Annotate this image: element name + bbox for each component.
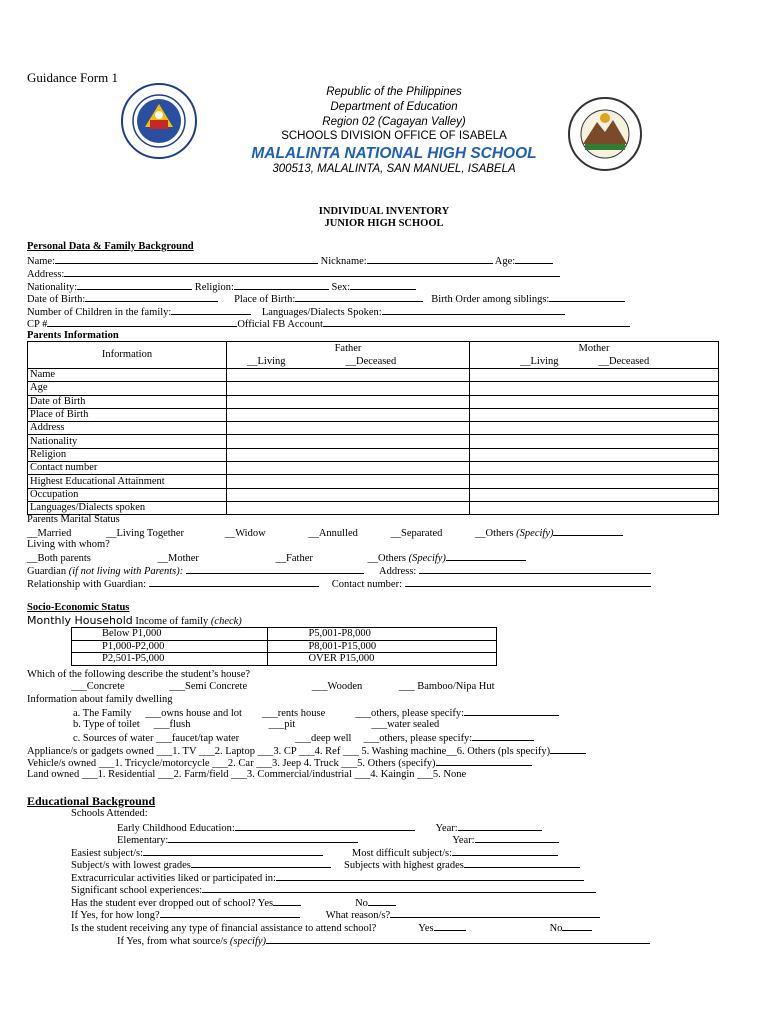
table-row: P1,000-P2,000 P8,001-P15,000 <box>72 640 497 653</box>
parents-table <box>27 341 719 515</box>
house-options[interactable]: ___Concrete ___Semi Concrete ___Wooden ___ Bamboo/Nipa Hut <box>71 681 495 692</box>
easiest-subject-field[interactable]: Easiest subject/s: Most difficult subject/s: <box>71 846 558 859</box>
appliances-field[interactable]: Appliance/s or gadgets owned ___1. TV ___2. Laptop ___3. CP ___4. Ref ___ 5. Washing machine__6. Others (pls specify) <box>27 744 586 757</box>
table-row: Nationality <box>28 435 719 448</box>
living-with-label: Living with whom? <box>27 539 110 550</box>
early-childhood-field[interactable]: Early Childhood Education: Year: <box>117 821 542 834</box>
father-deceased[interactable]: __Deceased <box>345 355 397 367</box>
table-row: Highest Educational Attainment <box>28 475 719 488</box>
table-row: Date of Birth <box>28 395 719 408</box>
how-long-field[interactable]: If Yes, for how long? What reason/s? <box>71 908 600 921</box>
income-table <box>71 627 497 666</box>
table-row: Place of Birth <box>28 408 719 421</box>
dwelling-b[interactable]: b. Type of toilet ___flush ___pit ___water sealed <box>73 719 440 730</box>
children-field[interactable]: Number of Children in the family: Languages/Dialects Spoken: <box>27 305 565 318</box>
header-region: Region 02 (Cagayan Valley) <box>322 116 466 128</box>
table-row: Below P1,000 P5,001-P8,000 <box>72 628 497 641</box>
significant-experiences-field[interactable]: Significant school experiences: <box>71 883 596 896</box>
marital-options[interactable]: __Married __Living Together __Widow __Annulled __Separated __Others (Specify) <box>27 526 623 539</box>
header-republic: Republic of the Philippines <box>326 86 462 98</box>
financial-assistance-field[interactable]: Is the student receiving any type of financial assistance to attend school? Yes No <box>71 921 592 934</box>
mother-deceased[interactable]: __Deceased <box>598 355 650 367</box>
cp-field[interactable]: CP # Official FB Account <box>27 317 630 330</box>
school-name: MALALINTA NATIONAL HIGH SCHOOL <box>251 145 537 162</box>
col-father: Father <box>227 342 470 356</box>
marital-heading: Parents Marital Status <box>27 514 120 525</box>
school-address: 300513, MALALINTA, SAN MANUEL, ISABELA <box>272 163 516 175</box>
land-field[interactable]: Land owned ___1. Residential ___2. Farm/field ___3. Commercial/industrial ___4. Kaingin ___5. None <box>27 769 467 780</box>
mother-living[interactable]: __Living <box>520 355 559 367</box>
father-living[interactable]: __Living <box>247 355 286 367</box>
living-with-options[interactable]: __Both parents __Mother __Father __Others (Specify) <box>27 551 526 564</box>
form-title: INDIVIDUAL INVENTORY <box>318 206 450 217</box>
dwelling-c[interactable]: c. Sources of water ___faucet/tap water ___deep well ___others, please specify: <box>73 731 534 744</box>
dob-field[interactable]: Date of Birth: Place of Birth: Birth Order among siblings: <box>27 292 625 305</box>
dwelling-label: Information about family dwelling <box>27 694 173 705</box>
name-field[interactable]: Name: Nickname: Age: <box>27 254 553 267</box>
parents-heading: Parents Information <box>27 330 119 341</box>
elementary-field[interactable]: Elementary: Year: <box>117 833 559 846</box>
extracurricular-field[interactable]: Extracurricular activities liked or participated in: <box>71 871 584 884</box>
table-row: Religion <box>28 448 719 461</box>
header-deped: Department of Education <box>330 101 458 113</box>
table-row: Occupation <box>28 488 719 501</box>
table-row: Age <box>28 382 719 395</box>
table-row: Address <box>28 422 719 435</box>
guardian-field[interactable]: Guardian (if not living with Parents): Address: <box>27 564 651 577</box>
nationality-field[interactable]: Nationality: Religion: Sex: <box>27 280 416 293</box>
form-subtitle: JUNIOR HIGH SCHOOL <box>324 218 444 229</box>
dwelling-a[interactable]: a. The Family ___owns house and lot ___rents house ___others, please specify: <box>73 706 559 719</box>
personal-heading: Personal Data & Family Background <box>27 241 194 252</box>
socio-heading: Socio-Economic Status <box>27 602 130 613</box>
table-row: Languages/Dialects spoken <box>28 501 719 514</box>
table-row: Name <box>28 369 719 382</box>
monthly-income-label: Monthly Household Income of family (check) <box>27 614 242 627</box>
education-heading: Educational Background <box>27 794 156 808</box>
col-mother: Mother <box>470 342 719 356</box>
house-question: Which of the following describe the student’s house? <box>27 669 251 680</box>
table-row: P2,501-P5,000 OVER P15,000 <box>72 653 497 666</box>
relationship-field[interactable]: Relationship with Guardian: Contact number: <box>27 577 651 590</box>
address-field[interactable]: Address: <box>27 267 560 280</box>
table-row: Contact number <box>28 462 719 475</box>
financial-source-field[interactable]: If Yes, from what source/s (specify) <box>117 934 650 947</box>
dropped-out-field[interactable]: Has the student ever dropped out of school? Yes No <box>71 896 396 909</box>
lowest-grades-field[interactable]: Subject/s with lowest grades Subjects with highest grades <box>71 858 580 871</box>
col-information: Information <box>28 342 227 369</box>
vehicles-field[interactable]: Vehicle/s owned ___1. Tricycle/motorcycle ___2. Car ___3. Jeep 4. Truck ___5. Others (specify) <box>27 756 532 769</box>
header-division: SCHOOLS DIVISION OFFICE OF ISABELA <box>281 130 507 142</box>
schools-attended-label: Schools Attended: <box>71 808 148 819</box>
form-name: Guidance Form 1 <box>27 70 118 85</box>
